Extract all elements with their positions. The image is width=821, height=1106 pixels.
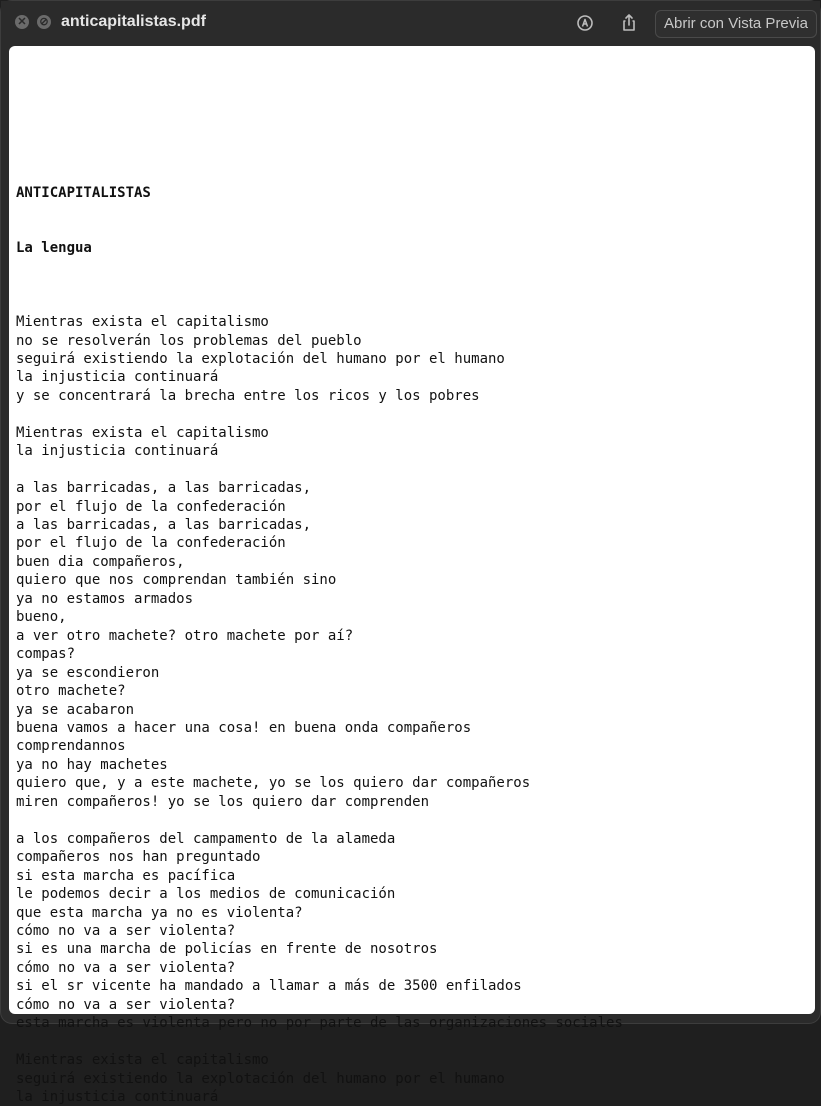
document-text [16,147,623,1106]
open-with-preview-button[interactable]: Abrir con Vista Previa [655,10,817,38]
text-line: a las barricadas, a las barricadas, [16,517,312,534]
text-line: a ver otro machete? otro machete por aí? [16,627,354,644]
text-line: Mientras exista el capitalismo [16,424,269,441]
stanza [16,1051,623,1106]
text-line: ya se acabaron [16,701,135,718]
text-line: por el flujo de la confederación [16,535,286,552]
text-line: la injusticia continuará [16,1089,219,1106]
text-line: por el flujo de la confederación [16,498,286,515]
text-line: si esta marcha es pacífica [16,867,236,884]
text-line: Mientras exista el capitalismo [16,1052,269,1069]
text-line: y se concentrará la brecha entre los ricos y los pobres [16,387,480,404]
text-line: compañeros nos han preguntado [16,849,261,866]
text-line: esta marcha es violenta pero no por parte de las organizaciones sociales [16,1015,623,1032]
text-line: miren compañeros! yo se los quiero dar comprenden [16,793,430,810]
stanza [16,479,623,811]
text-line: ya se escondieron [16,664,160,681]
text-line: cómo no va a ser violenta? [16,959,236,976]
text-line: a los compañeros del campamento de la alameda [16,830,396,847]
text-line: la injusticia continuará [16,369,219,386]
text-line: le podemos decir a los medios de comunicación [16,886,396,903]
text-line: buen dia compañeros, [16,553,185,570]
text-line: comprendannos [16,738,126,755]
text-line: bueno, [16,609,67,626]
text-line: si el sr vicente ha mandado a llamar a más de 3500 enfilados [16,978,522,995]
text-line: ya no hay machetes [16,756,168,773]
pdf-page [9,46,815,1106]
text-line: quiero que nos comprendan también sino [16,572,337,589]
text-line: la injusticia continuará [16,443,219,460]
stanza [16,830,623,1033]
text-line: quiero que, y a este machete, yo se los quiero dar compañeros [16,775,531,792]
share-icon[interactable] [617,11,641,35]
text-line: cómo no va a ser violenta? [16,922,236,939]
text-line: compas? [16,646,76,663]
window-title: anticapitalistas.pdf [61,13,206,30]
stanza [16,424,623,461]
text-line: que esta marcha ya no es violenta? [16,904,303,921]
close-icon[interactable]: ✕ [15,15,29,29]
document-title: ANTICAPITALISTAS [16,184,151,201]
text-line: seguirá existiendo la explotación del humano por el humano [16,350,505,367]
text-line: no se resolverán los problemas del pueblo [16,332,362,349]
markup-icon[interactable] [573,11,597,35]
document-subtitle: La lengua [16,240,92,257]
text-line: otro machete? [16,683,126,700]
text-line: cómo no va a ser violenta? [16,996,236,1013]
minimize-icon[interactable]: ⊘ [37,15,51,29]
text-line: Mientras exista el capitalismo [16,314,269,331]
text-line: ya no estamos armados [16,590,194,607]
text-line: buena vamos a hacer una cosa! en buena onda compañeros [16,720,472,736]
text-line: si es una marcha de policías en frente de nosotros [16,941,438,958]
title-bar [1,1,820,45]
text-line: a las barricadas, a las barricadas, [16,480,312,497]
stanza [16,313,623,405]
text-line: seguirá existiendo la explotación del humano por el humano [16,1070,505,1087]
